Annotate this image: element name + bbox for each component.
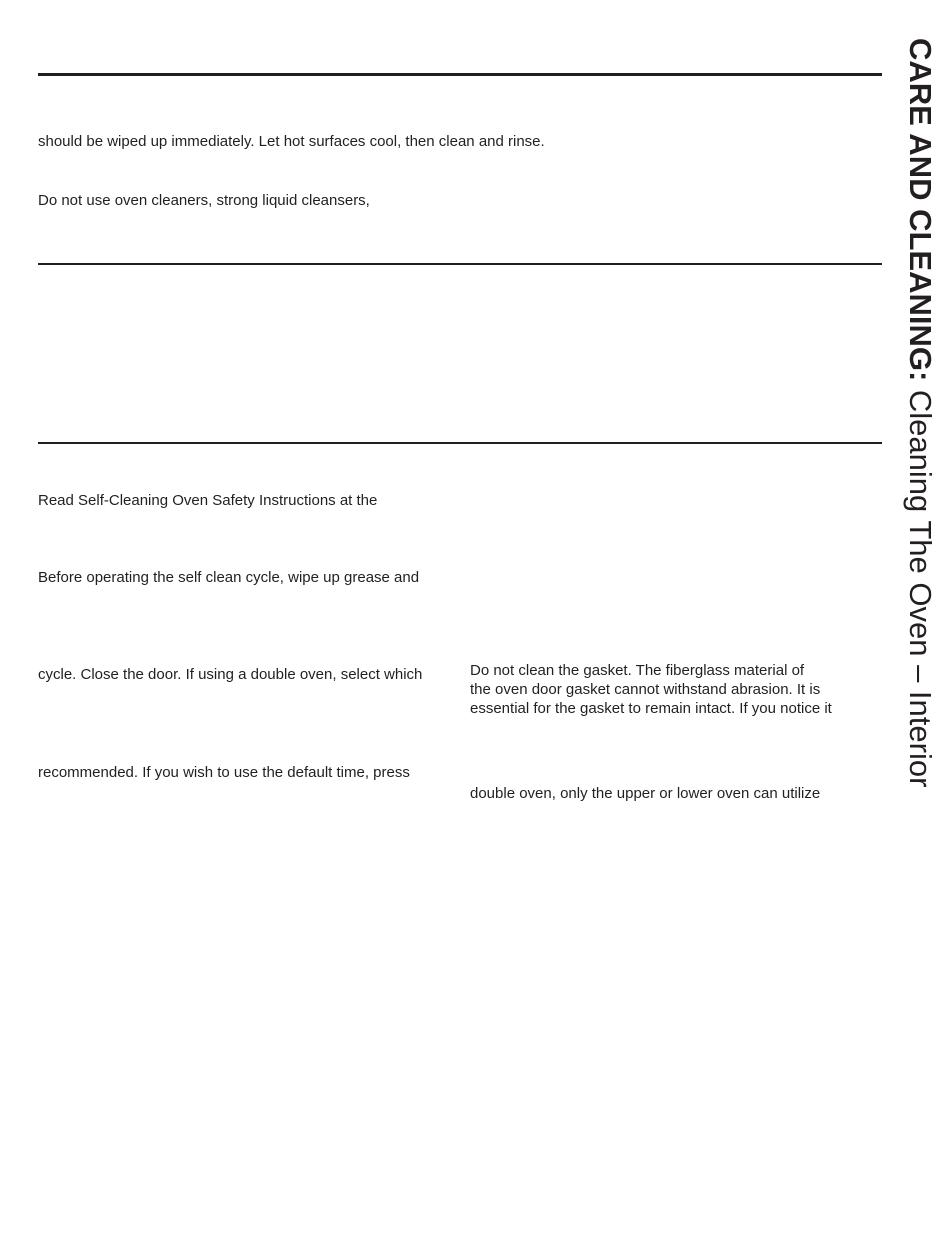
close-door-text: cycle. Close the door. If using a double oven, select which — [38, 666, 423, 683]
gasket-text-line-1: Do not clean the gasket. The fiberglass material of — [470, 662, 805, 679]
default-time-text: recommended. If you wish to use the default time, press — [38, 764, 410, 781]
no-oven-cleaners-text: Do not use oven cleaners, strong liquid cleansers, — [38, 192, 370, 209]
safety-instructions-text: Read Self-Cleaning Oven Safety Instructions at the — [38, 492, 378, 509]
gasket-text-line-3: essential for the gasket to remain intact. If you notice it — [470, 700, 832, 717]
side-title-bold: CARE AND CLEANING: — [903, 38, 938, 382]
section-side-title — [902, 38, 938, 787]
top-rule — [38, 73, 882, 76]
side-title-light: Cleaning The Oven – Interior — [903, 381, 938, 788]
gasket-text-line-2: the oven door gasket cannot withstand abrasion. It is — [470, 681, 821, 698]
section-divider-2 — [38, 442, 882, 444]
double-oven-text: double oven, only the upper or lower oven can utilize — [470, 785, 821, 802]
section-divider-1 — [38, 263, 882, 265]
before-operating-text: Before operating the self clean cycle, wipe up grease and — [38, 569, 420, 586]
spill-wipe-text: should be wiped up immediately. Let hot surfaces cool, then clean and rinse. — [38, 133, 545, 150]
